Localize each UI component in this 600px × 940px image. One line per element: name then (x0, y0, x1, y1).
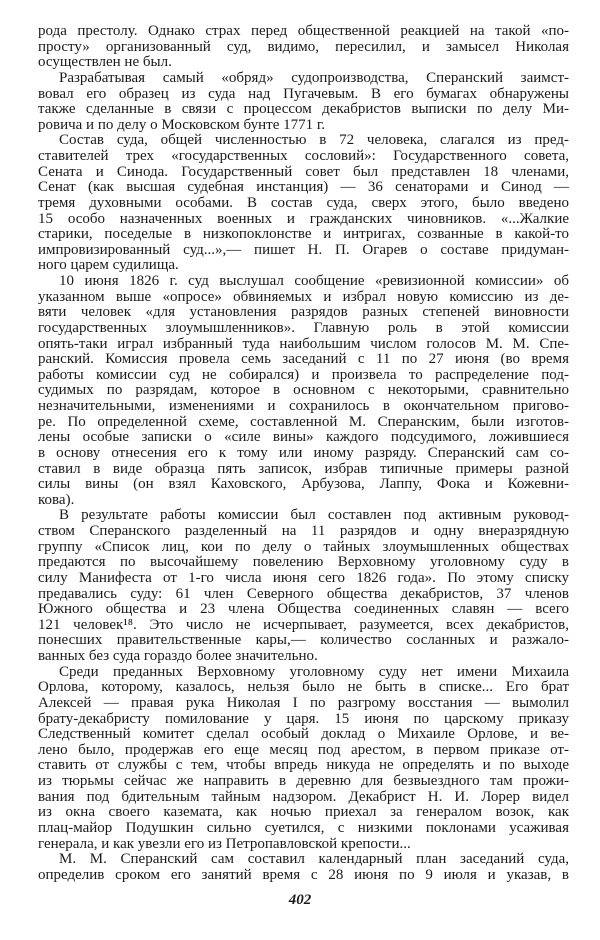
text-line: лено было, продержав его еще месяц под арестом, в первом приказе от- (38, 741, 569, 758)
text-line: ставить от службы с тем, чтобы впредь никуда не определять и по выходе (38, 757, 569, 774)
text-line: М. М. Сперанский сам составил календарный план заседаний суда, (59, 851, 569, 868)
text-line: ванных без суда гораздо более значительно. (38, 648, 318, 664)
text-line: предаются по высочайшему повелению Верховному уголовному суду в (38, 554, 569, 571)
text-line: вяти человек «для установления разрядов разных степеней виновности (38, 304, 569, 321)
text-line: вания под бдительным тайным надзором. Декабрист Н. И. Лорер видел (38, 788, 569, 805)
paragraph (38, 852, 569, 883)
text-line: силу Манифеста от 1-го числа июня сего 1826 года». По этому списку (38, 569, 569, 586)
text-line: из тюрьмы сейчас же направить в деревню для безвыездного там прожи- (38, 773, 569, 789)
text-line: незначительными, изменениями и сохранилось в окончательном пригово- (38, 398, 569, 414)
text-line: ставил в виде образца пять записок, избрав типичные примеры разной (38, 460, 569, 477)
text-line: указанном выше «опросе» обвиняемых и избрал новую комиссию из де- (38, 288, 569, 305)
text-line: понесших правительственные кары,— количество сосланных и разжало- (38, 632, 569, 649)
text-line: определив сроком его занятий время с 28 июня по 9 июля и указав, в (38, 866, 569, 883)
text-line: Сената и Синода. Государственный совет был представлен 18 членами, (38, 163, 569, 180)
text-line: работы комиссии суд не собирался) и произвела то распределение под- (38, 366, 569, 383)
text-line: рода престолу. Однако страх перед общественной реакцией на такой «по- (38, 23, 569, 39)
text-line: 10 июня 1826 г. суд выслушал сообщение «ревизионной комиссии» об (59, 273, 569, 289)
page-body-text (38, 24, 569, 883)
text-line: в основу отнесения его к тому или иному разряду. Сперанский сам со- (38, 444, 569, 461)
text-line: кова). (38, 491, 75, 508)
text-line: ранский. Комиссия провела семь заседаний с 11 по 27 июня (во время (38, 351, 569, 368)
text-line: Орлова, которому, казалось, нельзя было не быть в списке... Его брат (38, 679, 569, 696)
paragraph (38, 274, 569, 508)
text-line: ровича и по делу о Московском бунте 1771 г. (38, 116, 326, 133)
text-line: лены особые записки о «силе вины» каждого подсудимого, ложившиеся (38, 429, 569, 446)
text-line: Сенат (как высшая судебная инстанция) — 36 сенаторами и Синод — (38, 179, 569, 196)
page-number: 402 (288, 892, 312, 908)
text-line: силы вины (он взял Каховского, Арбузова, Лаппу, Фока и Кожевни- (38, 476, 569, 493)
text-line: Южного общества и 23 члена Общества соединенных славян — всего (38, 601, 569, 618)
text-line: генерала, и как увезли его из Петропавловской крепости... (38, 835, 411, 852)
paragraph (38, 508, 569, 664)
text-line: 15 особо назначенных военных и гражданских чиновников. «...Жалкие (38, 210, 569, 227)
text-line: В результате работы комиссии был составлен под активным руковод- (59, 507, 569, 524)
paragraph (38, 71, 569, 134)
text-line: осуществлен не был. (38, 54, 172, 71)
text-line: брату-декабристу помилование у царя. 15 июня по царскому приказу (38, 710, 569, 727)
text-line: ством Сперанского разделенный на 11 разрядов и одну внеразрядную (38, 523, 569, 539)
text-line: Разрабатывая самый «обряд» судопроизводства, Сперанский заимст- (59, 69, 569, 86)
text-line: ставителей трех «государственных сословий»: Государственного совета, (38, 148, 569, 164)
text-line: импровизированный суд...»,— пишет Н. П. Огарев о составе придуман- (38, 241, 569, 258)
text-line: тремя духовными особами. В состав суда, сверх этого, было введено (38, 194, 569, 211)
text-line: Состав суда, общей численностью в 72 человека, слагался из пред- (59, 132, 569, 149)
text-line: плац-майор Подушкин сильно суетился, с низкими поклонами усаживая (38, 819, 569, 836)
paragraph (38, 133, 569, 274)
text-line: также сделанные в связи с процессом декабристов выписки по делу Ми- (38, 101, 569, 118)
paragraph (38, 24, 569, 71)
text-line: Следственный комитет сделал особый доклад о Михаиле Орлове, и ве- (38, 726, 569, 743)
text-line: предавались суду: 61 член Северного общества декабристов, 37 членов (38, 585, 569, 602)
text-line: Среди преданных Верховному уголовному суду нет имени Михаила (59, 663, 569, 680)
text-line: 121 человек¹⁸. Это число не исчерпывает, разумеется, всех декабристов, (38, 616, 569, 633)
text-line: Алексей — правая рука Николая I по разгрому восстания — вымолил (38, 694, 569, 711)
text-line: опять-таки играл избранный туда наибольшим числом голосов М. М. Спе- (38, 335, 569, 352)
text-line: ре. По определенной схеме, составленной М. Сперанским, были изготов- (38, 413, 569, 430)
text-line: группу «Список лиц, кои по делу о тайных злоумышленных обществах (38, 538, 569, 555)
text-line: просту» организованный суд, видимо, пересилил, и замысел Николая (38, 38, 569, 55)
text-line: из окна своего каземата, как ночью приехал за генералом возок, как (38, 804, 569, 821)
text-line: старики, поседелые в низкопоклонстве и интригах, созванные в какой-то (38, 226, 569, 243)
text-line: судимых по разрядам, которое в основном с некоторыми, сравнительно (38, 382, 569, 399)
text-line: вовал его образец из суда над Пугачевым. В его бумагах обнаружены (38, 85, 569, 102)
text-line: ного царем судилища. (38, 257, 179, 274)
text-line: государственных злоумышленников». Главную роль в этой комиссии (38, 319, 569, 336)
paragraph (38, 665, 569, 853)
